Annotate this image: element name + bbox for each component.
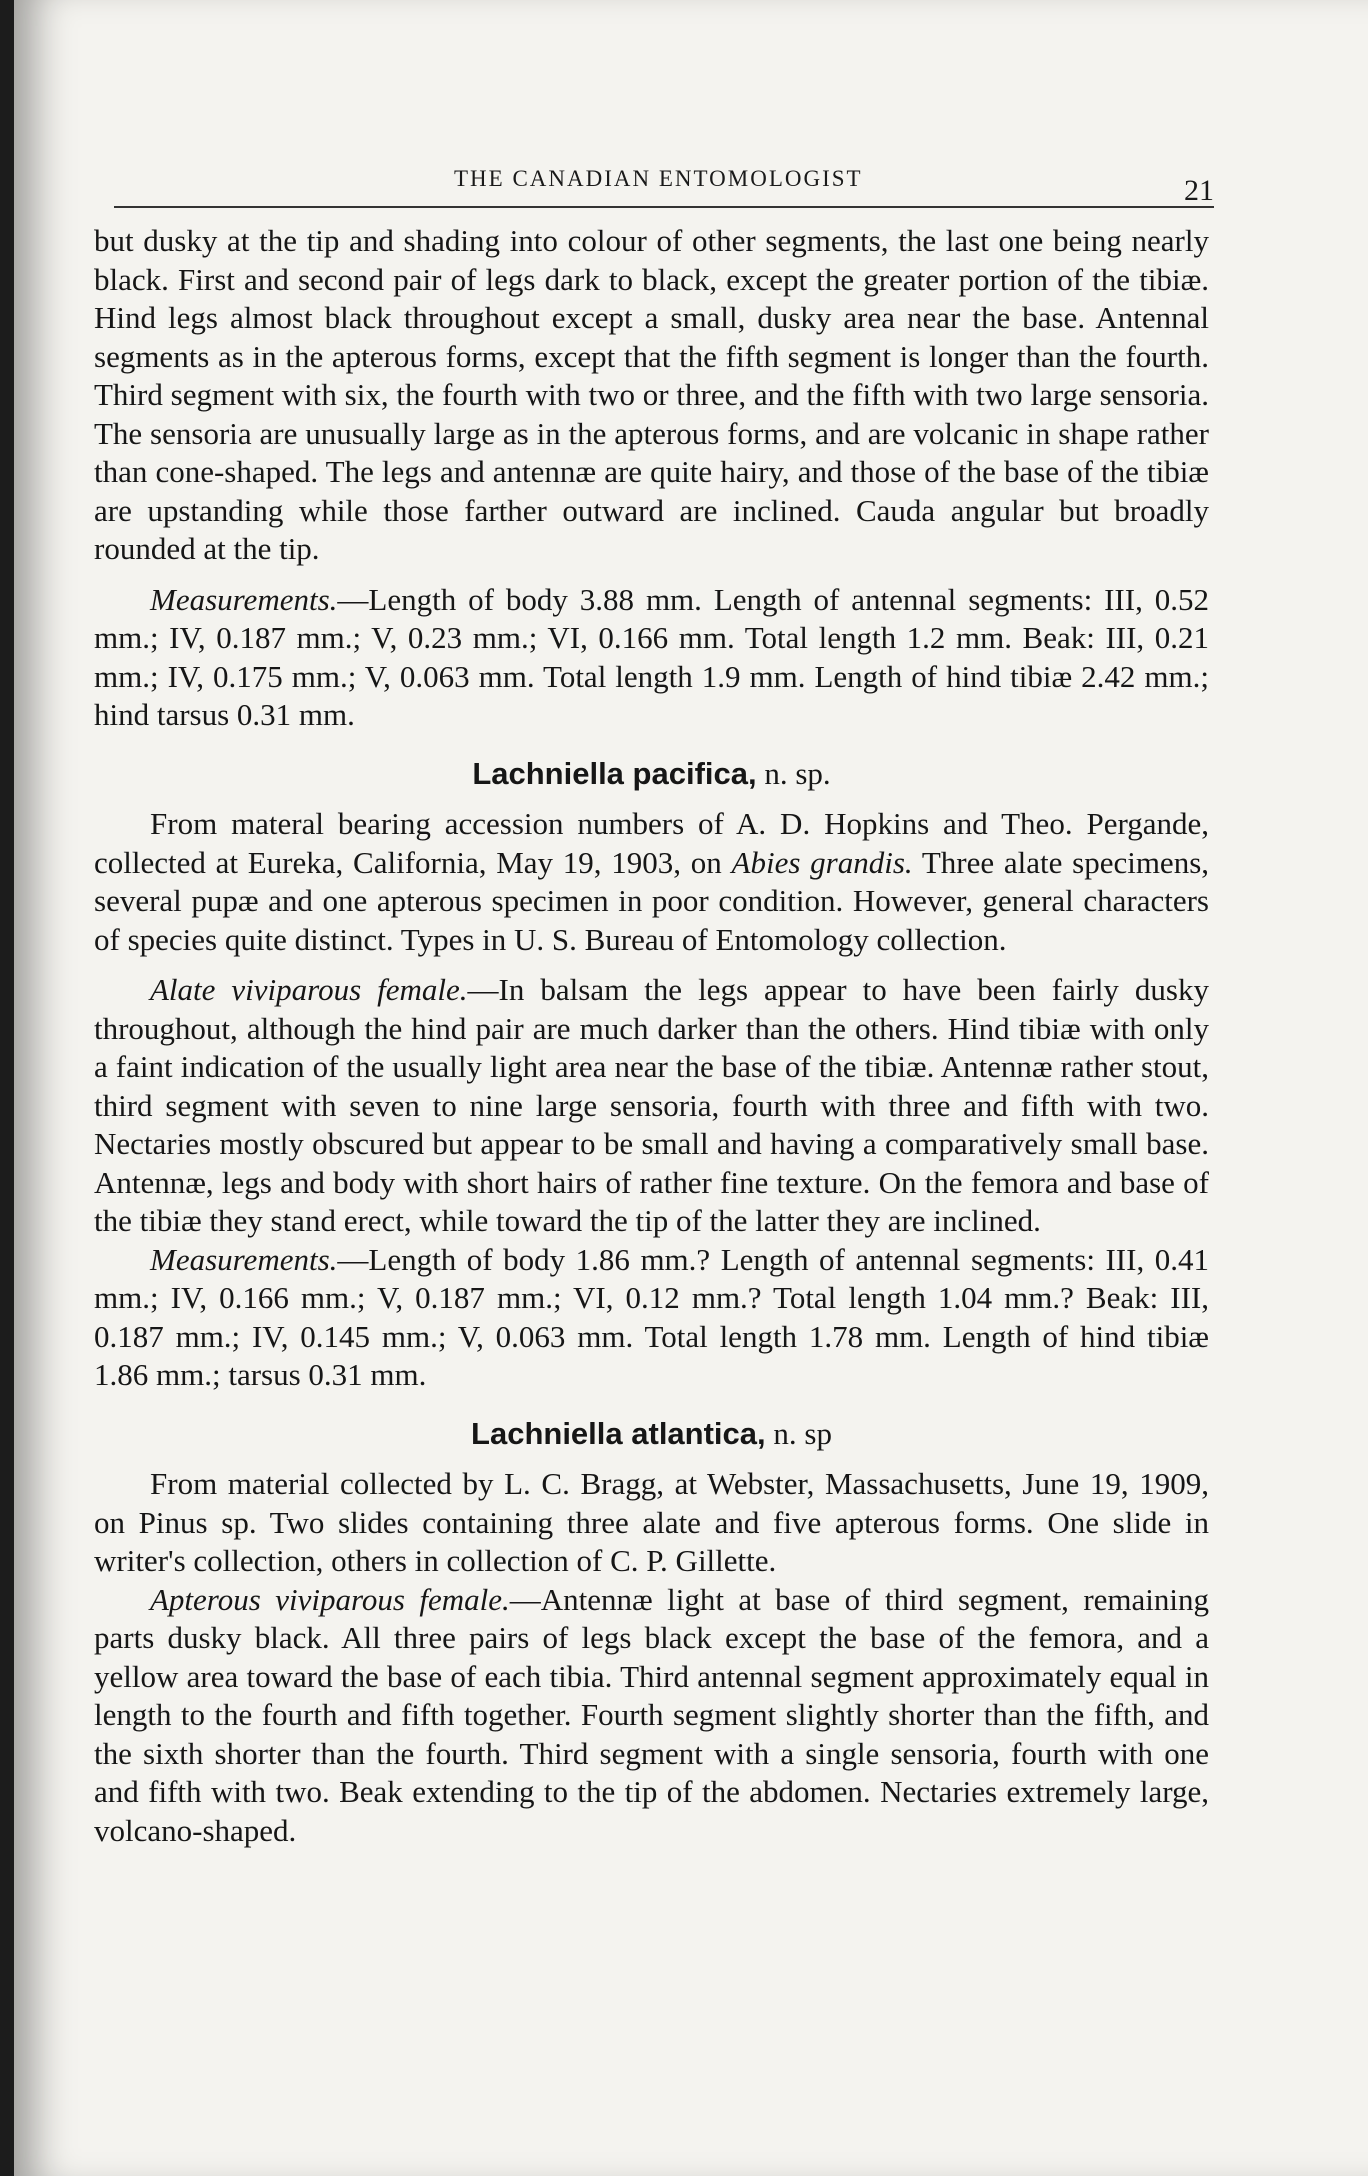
running-title: THE CANADIAN ENTOMOLOGIST (454, 166, 863, 191)
species-suffix-2: n. sp (765, 1415, 832, 1451)
scanned-page (14, 0, 1368, 2176)
species-name: Lachniella pacifica, (472, 755, 757, 791)
species-suffix: n. sp. (756, 755, 831, 791)
page-header (114, 160, 1214, 208)
paragraph-alate-female (94, 971, 1209, 1241)
paragraph-atlantica-source: From material collected by L. C. Bragg, at Webster, Massachusetts, June 19, 1909, on Pinus sp. Two slides containing three alate and five apterous forms. One slide in writer's collection, others in collection of C. P. Gillette. (94, 1466, 1209, 1578)
page-number: 21 (1184, 174, 1214, 207)
measurements-text: —Length of body 3.88 mm. Length of antennal segments: III, 0.52 mm.; IV, 0.187 mm.; V, 0.23 mm.; VI, 0.166 mm. Total length 1.2 mm. Beak: III, 0.21 mm.; IV, 0.175 mm.; V, 0.063 mm. Total length 1.9 mm. Length of hind tibiæ 2.42 mm.; hind tarsus 0.31 mm. (94, 581, 1209, 732)
species-heading-atlantica (94, 1415, 1209, 1454)
page-edge (0, 0, 14, 2176)
apterous-text: —Antennæ light at base of third segment, remaining parts dusky black. All three pairs of legs black except the base of the femora, and a yellow area toward the base of each tibia. Third antennal segment approximately equal in length to the fourth and fifth together. Fourth segment slightly shorter than the fifth, and the sixth shorter than the fourth. Third segment with a single sensoria, fourth with one and fifth with two. Beak extending to the tip of the abdomen. Nectaries extremely large, volcano-shaped. (94, 1581, 1210, 1848)
paragraph-measurements-1 (94, 581, 1209, 735)
body-text (94, 222, 1209, 1850)
source-text-b: Three alate specimens, several pupæ and one apterous specimen in poor condition. However, general characters of species quite distinct. Types in U. S. Bureau of Entomology collection. (94, 844, 1210, 957)
measurements-lead: Measurements. (150, 581, 338, 617)
paragraph-measurements-2 (94, 1241, 1209, 1395)
measurements-text-2: —Length of body 1.86 mm.? Length of antennal segments: III, 0.41 mm.; IV, 0.166 mm.; V, 0.187 mm.; VI, 0.12 mm.? Total length 1.04 mm.? Beak: III, 0.187 mm.; IV, 0.145 mm.; V, 0.063 mm. Total length 1.78 mm. Length of hind tibiæ 1.86 mm.; tarsus 0.31 mm. (94, 1241, 1209, 1392)
paragraph-apterous-female (94, 1581, 1209, 1851)
species-heading-pacifica (94, 755, 1209, 794)
source-text-a: From materal bearing accession numbers of A. D. Hopkins and Theo. Pergande, collected at Eureka, California, May 19, 1903, on (94, 806, 1209, 880)
paragraph-cauda-description: but dusky at the tip and shading into colour of other segments, the last one being nearly black. First and second pair of legs dark to black, except the greater portion of the tibiæ. Hind legs almost black throughout except a small, dusky area near the base. Antennal segments as in the apterous forms, except that the fifth segment is longer than the fourth. Third segment with six, the fourth with two or three, and the fifth with two large sensoria. The sensoria are unusually large as in the apterous forms, and are volcanic in shape rather than cone-shaped. The legs and antennæ are quite hairy, and those of the base of the tibiæ are upstanding while those farther outward are inclined. Cauda angular but broadly rounded at the tip. (94, 223, 1209, 566)
apterous-lead: Apterous viviparous female. (150, 1581, 510, 1617)
species-name-2: Lachniella atlantica, (471, 1415, 766, 1451)
paragraph-pacifica-source (94, 805, 1209, 959)
alate-lead: Alate viviparous female. (150, 972, 468, 1007)
alate-text: —In balsam the legs appear to have been fairly dusky throughout, although the hind pair are much darker than the others. Hind tibiæ with only a faint indication of the usually light area near the base of the tibiæ. Antennæ rather stout, third segment with seven to nine large sensoria, fourth with three and fifth with two. Nectaries mostly obscured but appear to be small and having a comparatively small base. Antennæ, legs and body with short hairs of rather fine texture. On the femora and base of the tibiæ they stand erect, while toward the tip of the latter they are inclined. (94, 972, 1209, 1238)
measurements-lead-2: Measurements. (150, 1241, 338, 1277)
host-species: Abies grandis. (731, 844, 913, 880)
